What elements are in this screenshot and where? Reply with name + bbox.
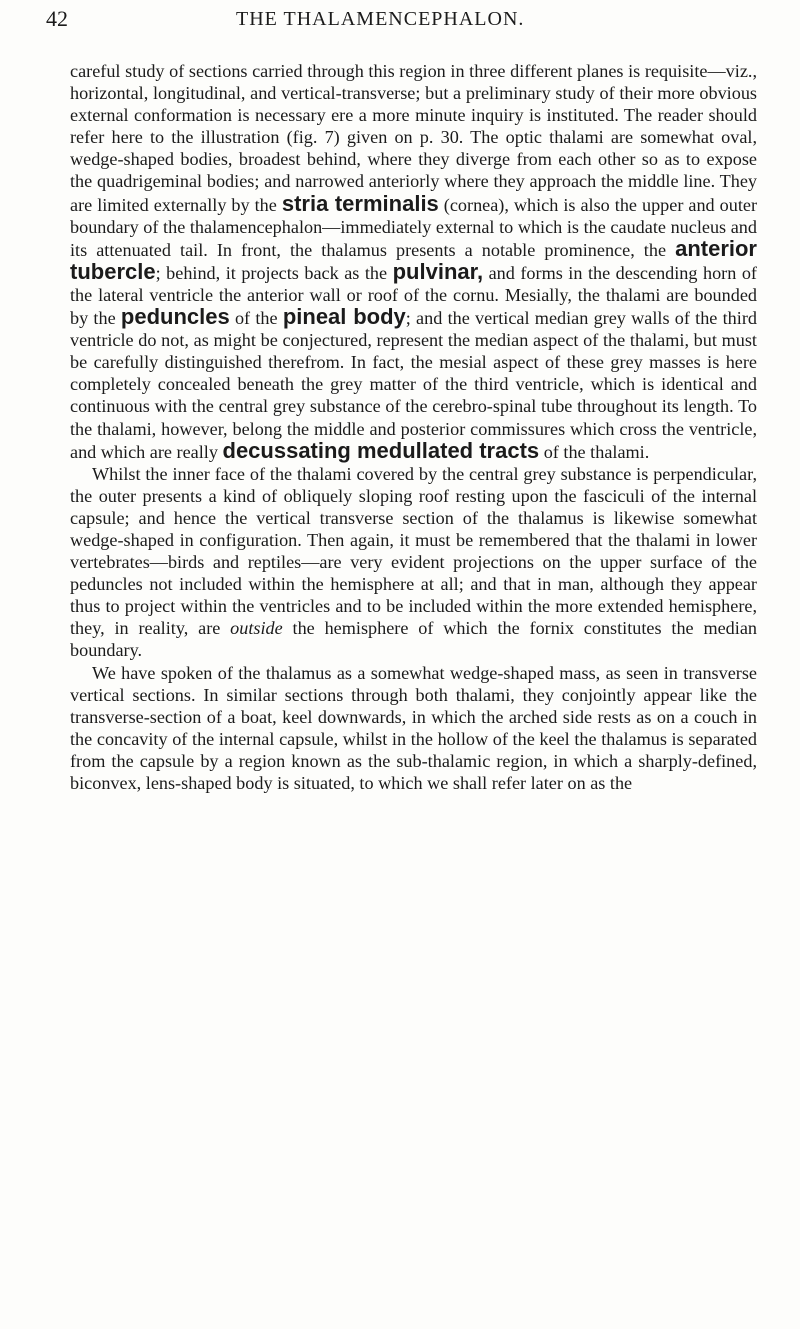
page-number: 42	[46, 6, 68, 31]
term-pulvinar: pulvinar,	[392, 258, 484, 284]
paragraph-text: Whilst the inner face of the thalami covered by the central grey substance is perpendicular, the outer presents a kind of obliquely sloping roof resting upon the fasciculi of the internal capsule; and hence the vertical transverse section of the thalamus is likewise somewhat wedge-shaped in configuration. Then again, it must be remembered that the thalami in lower vertebrates—birds and reptiles—are very evident projections on the upper surface of the peduncles not included within the hemisphere at all; and that in man, although they appear thus to project within the ventricles and to be included within the more extended hemisphere, they, in reality, are	[70, 463, 757, 639]
term-stria-terminalis: stria terminalis	[281, 190, 439, 216]
paragraph-text: We have spoken of the thalamus as a somewhat wedge-shaped mass, as seen in transverse vertical sections. In similar sections through both thalami, they conjointly appear like the transverse-section of a boat, keel downwards, in which the arched side rests as on a couch in the concavity of the internal capsule, whilst in the hollow of the keel the thalamus is separated from the capsule by a region known as the sub-thalamic region, in which a sharply-defined, biconvex, lens-shaped body is situated, to which we shall refer later on as the	[70, 662, 757, 793]
paragraph-text: careful study of sections carried through this region in three different planes is requisite—viz., horizontal, longitudinal, and vertical-transverse; but a preliminary study of their more obvious external conformation is necessary ere a more minute inquiry is instituted. The reader should refer here to the illustration (fig. 7) given on p. 30. The optic thalami are somewhat oval, wedge-shaped bodies, broadest behind, where they diverge from each other so as to expose the quadrigeminal bodies; and narrowed anteriorly where they approach the middle line. They are limited externally by the	[70, 61, 757, 215]
paragraph-3	[70, 662, 757, 795]
running-title: THE THALAMENCEPHALON.	[236, 8, 525, 30]
paragraph-text: of the thalami.	[539, 441, 650, 462]
paragraph-text: the hemisphere of which the fornix constitutes the median boundary.	[70, 618, 757, 661]
page-header	[46, 4, 766, 44]
term-anterior-tubercle: anterior tubercle	[70, 235, 757, 284]
term-decussating-medullated-tracts: decussating medullated tracts	[222, 437, 540, 463]
paragraph-text: of the	[229, 308, 283, 329]
paragraph-text: and forms in the descending horn of the lateral ventricle the anterior wall or roof of the cornu. Mesially, the thalami are bounded by the	[70, 262, 757, 329]
term-pineal-body: pineal body	[282, 304, 406, 330]
paragraph-1	[70, 60, 757, 463]
body-text	[70, 60, 757, 794]
paragraph-text: (cornea), which is also the upper and outer boundary of the thalamencephalon—immediately external to which is the caudate nucleus and its attenuated tail. In front, the thalamus presents a notable prominence, the	[70, 194, 757, 260]
term-peduncles: peduncles	[120, 304, 230, 330]
paragraph-2	[70, 463, 757, 662]
italic-outside: outside	[230, 618, 283, 639]
paragraph-text: ; and the vertical median grey walls of the third ventricle do not, as might be conjectured, represent the median aspect of the thalami, but must be carefully distinguished therefrom. In fact, the mesial aspect of these grey masses is here completely concealed beneath the grey matter of the third ventricle, which is identical and continuous with the central grey substance of the cerebro-spinal tube throughout its length. To the thalami, however, belong the middle and posterior commissures which cross the ventricle, and which are really	[70, 308, 757, 462]
paragraph-text: ; behind, it projects back as the	[155, 262, 393, 283]
